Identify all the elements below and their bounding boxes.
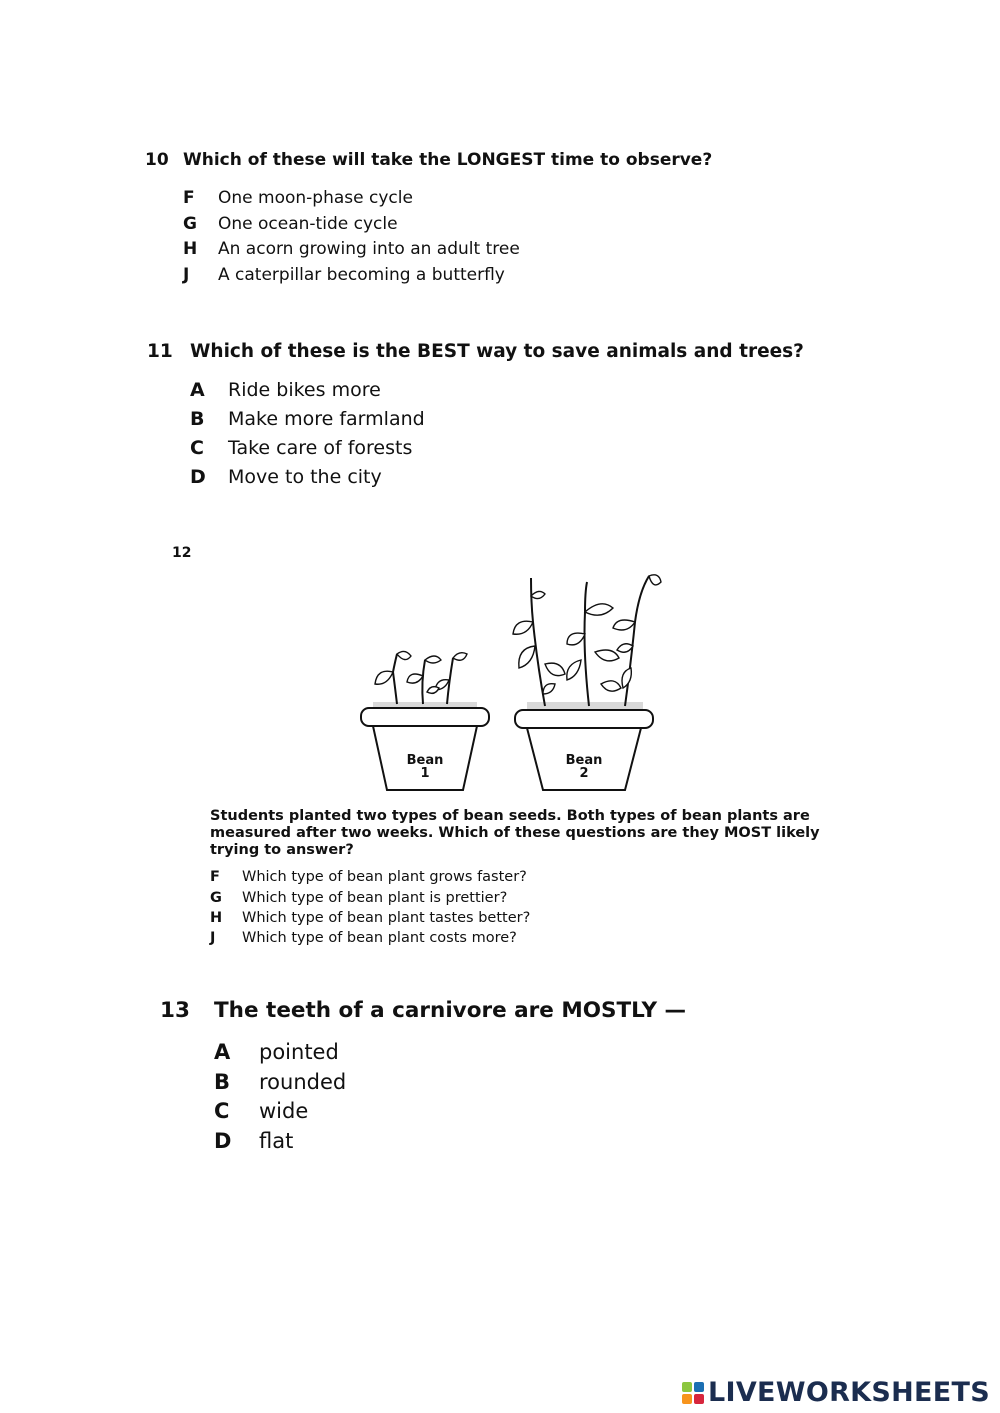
- option-text: rounded: [259, 1070, 347, 1094]
- option-letter: A: [214, 1040, 231, 1064]
- question-number: 10: [145, 150, 169, 170]
- option-text: wide: [259, 1099, 309, 1123]
- pot-bean-1: [361, 651, 489, 790]
- option-text: Which type of bean plant grows faster?: [242, 869, 527, 885]
- pot-1-label-line1: Bean: [406, 753, 444, 768]
- option-letter: C: [214, 1099, 230, 1123]
- option-text: Make more farmland: [228, 408, 425, 430]
- option-letter: B: [214, 1070, 231, 1094]
- option-letter: H: [183, 239, 198, 259]
- question-13-title: [160, 998, 686, 1023]
- option-text: Which type of bean plant tastes better?: [242, 910, 531, 926]
- option-letter: C: [190, 437, 204, 459]
- option-text: Move to the city: [228, 466, 382, 488]
- question-text: Which of these is the BEST way to save animals and trees?: [190, 341, 804, 362]
- pot-2-label-line2: 2: [579, 766, 589, 781]
- option-text: Ride bikes more: [228, 379, 381, 401]
- question-number: 11: [147, 341, 173, 362]
- question-number: 13: [160, 998, 190, 1023]
- option-text: Take care of forests: [228, 437, 413, 459]
- option-text: One ocean-tide cycle: [218, 214, 398, 234]
- question-11-title: [147, 341, 804, 362]
- question-13: [160, 998, 687, 1153]
- question-12-text: Students planted two types of bean seeds. Both types of bean plants are measured after two weeks. Which of these questions are they MOST likely trying to answer?: [210, 808, 820, 858]
- option-letter: H: [210, 910, 223, 926]
- option-text: flat: [259, 1129, 294, 1153]
- brand-name: LIVEWORKSHEETS: [707, 1377, 990, 1408]
- option-text: Which type of bean plant is prettier?: [242, 890, 508, 906]
- question-text: Which of these will take the LONGEST time to observe?: [183, 150, 713, 170]
- pot-1-label-line2: 1: [420, 766, 430, 781]
- option-text: A caterpillar becoming a butterfly: [218, 265, 505, 285]
- pot-bean-2: [513, 575, 661, 790]
- question-11: [147, 341, 804, 488]
- liveworksheets-logo-icon: [682, 1382, 704, 1404]
- question-text: The teeth of a carnivore are MOSTLY —: [214, 998, 687, 1023]
- option-letter: G: [183, 214, 197, 234]
- bean-1-leaves: [375, 651, 467, 693]
- option-letter: F: [183, 188, 195, 208]
- question-12-number: 12: [172, 545, 192, 561]
- question-10-title: [145, 150, 712, 170]
- option-text: Which type of bean plant costs more?: [242, 930, 517, 946]
- option-letter: D: [190, 466, 206, 488]
- question-10: [145, 150, 713, 285]
- pot-2-label-line1: Bean: [565, 753, 603, 768]
- bean-plants-figure: [355, 572, 665, 797]
- liveworksheets-logo: [682, 1377, 990, 1408]
- option-text: pointed: [259, 1040, 339, 1064]
- option-text: An acorn growing into an adult tree: [218, 239, 520, 259]
- option-letter: G: [210, 890, 222, 906]
- option-letter: F: [210, 869, 220, 885]
- option-text: One moon-phase cycle: [218, 188, 413, 208]
- option-letter: D: [214, 1129, 232, 1153]
- option-letter: J: [183, 265, 190, 285]
- option-letter: A: [190, 379, 205, 401]
- option-letter: B: [190, 408, 205, 430]
- bean-1-stems: [393, 654, 453, 704]
- option-letter: J: [210, 930, 216, 946]
